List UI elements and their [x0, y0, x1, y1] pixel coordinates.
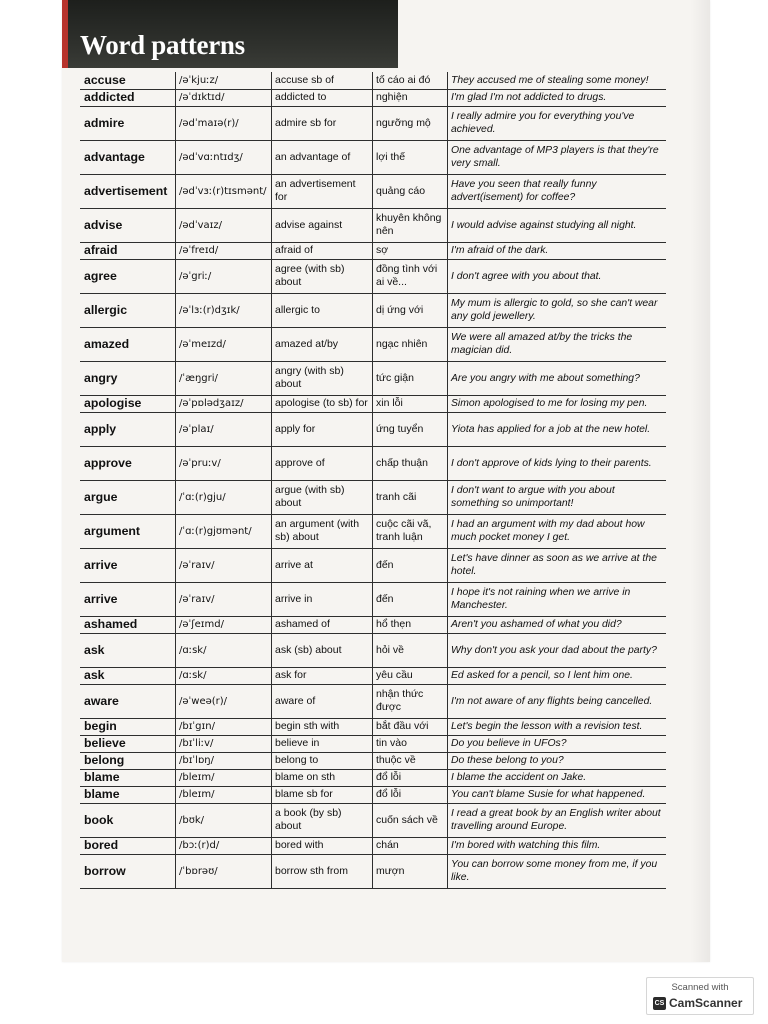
row-example: Yiota has applied for a job at the new hotel.	[448, 412, 667, 446]
row-word: borrow	[80, 854, 176, 888]
table-row	[80, 208, 666, 242]
row-pattern: angry (with sb) about	[272, 361, 373, 395]
table-row	[80, 548, 666, 582]
row-word: approve	[80, 446, 176, 480]
table-row	[80, 174, 666, 208]
row-translation: đến	[373, 548, 448, 582]
table-row	[80, 769, 666, 786]
table-row	[80, 514, 666, 548]
row-ipa: /bɔː(r)d/	[176, 837, 272, 854]
row-word: advertisement	[80, 174, 176, 208]
row-pattern: an advertisement for	[272, 174, 373, 208]
row-word: advantage	[80, 140, 176, 174]
row-translation: đến	[373, 582, 448, 616]
table-row	[80, 293, 666, 327]
row-translation: thuộc về	[373, 752, 448, 769]
row-translation: cuộc cãi vã, tranh luận	[373, 514, 448, 548]
row-ipa: /bleɪm/	[176, 769, 272, 786]
table-row	[80, 667, 666, 684]
row-translation: nhận thức được	[373, 684, 448, 718]
row-word: advise	[80, 208, 176, 242]
row-example: Why don't you ask your dad about the party?	[448, 633, 667, 667]
row-translation: dị ứng với	[373, 293, 448, 327]
row-pattern: ask for	[272, 667, 373, 684]
row-pattern: believe in	[272, 735, 373, 752]
row-example: I'm not aware of any flights being cancelled.	[448, 684, 667, 718]
table-row	[80, 327, 666, 361]
table-row	[80, 361, 666, 395]
row-example: I'm glad I'm not addicted to drugs.	[448, 89, 667, 106]
row-ipa: /ədˈvɑːntɪdʒ/	[176, 140, 272, 174]
row-word: blame	[80, 769, 176, 786]
row-example: I blame the accident on Jake.	[448, 769, 667, 786]
row-example: I had an argument with my dad about how much pocket money I get.	[448, 514, 667, 548]
row-ipa: /əˈpɒlədʒaɪz/	[176, 395, 272, 412]
row-word: apologise	[80, 395, 176, 412]
camscanner-brand-text: CamScanner	[669, 996, 743, 1010]
row-word: aware	[80, 684, 176, 718]
row-word: afraid	[80, 242, 176, 259]
table-row	[80, 854, 666, 888]
row-example: I don't approve of kids lying to their parents.	[448, 446, 667, 480]
row-pattern: ashamed of	[272, 616, 373, 633]
row-ipa: /ədˈvɜː(r)tɪsmənt/	[176, 174, 272, 208]
row-example: Simon apologised to me for losing my pen.	[448, 395, 667, 412]
table-row	[80, 718, 666, 735]
row-pattern: an argument (with sb) about	[272, 514, 373, 548]
table-row	[80, 72, 666, 89]
row-translation: yêu cầu	[373, 667, 448, 684]
row-example: Let's begin the lesson with a revision test.	[448, 718, 667, 735]
table-row	[80, 684, 666, 718]
row-example: Have you seen that really funny advert(isement) for coffee?	[448, 174, 667, 208]
row-word: bored	[80, 837, 176, 854]
table-row	[80, 582, 666, 616]
row-example: I read a great book by an English writer about travelling around Europe.	[448, 803, 667, 837]
camscanner-logo-icon: CS	[653, 997, 666, 1010]
row-pattern: argue (with sb) about	[272, 480, 373, 514]
table-row	[80, 786, 666, 803]
row-ipa: /ˈæŋgri/	[176, 361, 272, 395]
row-example: I would advise against studying all night.	[448, 208, 667, 242]
table-row	[80, 752, 666, 769]
row-pattern: blame sb for	[272, 786, 373, 803]
row-ipa: /əˈfreɪd/	[176, 242, 272, 259]
row-example: I'm bored with watching this film.	[448, 837, 667, 854]
row-ipa: /ɑːsk/	[176, 633, 272, 667]
row-word: accuse	[80, 72, 176, 89]
row-pattern: approve of	[272, 446, 373, 480]
row-word: addicted	[80, 89, 176, 106]
row-translation: tin vào	[373, 735, 448, 752]
row-word: agree	[80, 259, 176, 293]
row-pattern: agree (with sb) about	[272, 259, 373, 293]
row-translation: quảng cáo	[373, 174, 448, 208]
row-ipa: /əˈraɪv/	[176, 582, 272, 616]
row-pattern: afraid of	[272, 242, 373, 259]
row-pattern: amazed at/by	[272, 327, 373, 361]
table-row	[80, 412, 666, 446]
row-ipa: /əˈkjuːz/	[176, 72, 272, 89]
row-pattern: ask (sb) about	[272, 633, 373, 667]
row-pattern: arrive at	[272, 548, 373, 582]
row-ipa: /ˈɑː(r)gju/	[176, 480, 272, 514]
row-translation: lợi thế	[373, 140, 448, 174]
row-pattern: addicted to	[272, 89, 373, 106]
table-row	[80, 106, 666, 140]
table-row	[80, 837, 666, 854]
row-ipa: /əˈlɜː(r)dʒɪk/	[176, 293, 272, 327]
row-example: Aren't you ashamed of what you did?	[448, 616, 667, 633]
row-example: You can borrow some money from me, if you like.	[448, 854, 667, 888]
row-pattern: belong to	[272, 752, 373, 769]
row-ipa: /bleɪm/	[176, 786, 272, 803]
row-ipa: /əˈmeɪzd/	[176, 327, 272, 361]
row-translation: đồng tình với ai về...	[373, 259, 448, 293]
row-translation: tức giận	[373, 361, 448, 395]
row-example: I really admire you for everything you've achieved.	[448, 106, 667, 140]
table-row	[80, 616, 666, 633]
row-translation: tố cáo ai đó	[373, 72, 448, 89]
row-pattern: arrive in	[272, 582, 373, 616]
row-pattern: borrow sth from	[272, 854, 373, 888]
row-pattern: a book (by sb) about	[272, 803, 373, 837]
table-body	[80, 72, 666, 888]
word-patterns-table	[80, 72, 666, 889]
table-row	[80, 242, 666, 259]
row-ipa: /ɑːsk/	[176, 667, 272, 684]
row-translation: bắt đầu với	[373, 718, 448, 735]
row-translation: ứng tuyển	[373, 412, 448, 446]
row-example: We were all amazed at/by the tricks the magician did.	[448, 327, 667, 361]
row-pattern: begin sth with	[272, 718, 373, 735]
row-word: ask	[80, 667, 176, 684]
row-example: Do these belong to you?	[448, 752, 667, 769]
table-row	[80, 395, 666, 412]
row-translation: hổ thẹn	[373, 616, 448, 633]
table-row	[80, 480, 666, 514]
row-example: I hope it's not raining when we arrive in Manchester.	[448, 582, 667, 616]
row-example: I don't want to argue with you about something so unimportant!	[448, 480, 667, 514]
row-ipa: /ədˈmaɪə(r)/	[176, 106, 272, 140]
row-ipa: /əˈdɪktɪd/	[176, 89, 272, 106]
row-ipa: /ˈbɒrəʊ/	[176, 854, 272, 888]
row-ipa: /əˈʃeɪmd/	[176, 616, 272, 633]
row-pattern: apologise (to sb) for	[272, 395, 373, 412]
row-ipa: /əˈweə(r)/	[176, 684, 272, 718]
row-translation: tranh cãi	[373, 480, 448, 514]
row-translation: chấp thuận	[373, 446, 448, 480]
row-example: They accused me of stealing some money!	[448, 72, 667, 89]
row-word: ask	[80, 633, 176, 667]
row-pattern: aware of	[272, 684, 373, 718]
page-shadow	[690, 0, 710, 962]
row-ipa: /ˈɑː(r)gjʊmənt/	[176, 514, 272, 548]
table-row	[80, 735, 666, 752]
row-translation: sợ	[373, 242, 448, 259]
row-ipa: /əˈraɪv/	[176, 548, 272, 582]
row-word: angry	[80, 361, 176, 395]
row-ipa: /əˈpruːv/	[176, 446, 272, 480]
row-word: amazed	[80, 327, 176, 361]
table-row	[80, 803, 666, 837]
row-ipa: /əˈplaɪ/	[176, 412, 272, 446]
row-translation: nghiện	[373, 89, 448, 106]
row-translation: cuốn sách về	[373, 803, 448, 837]
row-word: blame	[80, 786, 176, 803]
row-pattern: an advantage of	[272, 140, 373, 174]
row-translation: hỏi về	[373, 633, 448, 667]
row-word: argument	[80, 514, 176, 548]
row-pattern: bored with	[272, 837, 373, 854]
row-ipa: /ədˈvaɪz/	[176, 208, 272, 242]
row-pattern: advise against	[272, 208, 373, 242]
row-example: Let's have dinner as soon as we arrive at the hotel.	[448, 548, 667, 582]
row-word: ashamed	[80, 616, 176, 633]
row-example: Are you angry with me about something?	[448, 361, 667, 395]
row-pattern: allergic to	[272, 293, 373, 327]
row-word: admire	[80, 106, 176, 140]
row-translation: ngạc nhiên	[373, 327, 448, 361]
row-example: I'm afraid of the dark.	[448, 242, 667, 259]
row-pattern: apply for	[272, 412, 373, 446]
row-word: belong	[80, 752, 176, 769]
row-word: arrive	[80, 582, 176, 616]
row-translation: mượn	[373, 854, 448, 888]
row-translation: đổ lỗi	[373, 769, 448, 786]
row-word: allergic	[80, 293, 176, 327]
row-word: arrive	[80, 548, 176, 582]
row-example: Ed asked for a pencil, so I lent him one.	[448, 667, 667, 684]
row-word: book	[80, 803, 176, 837]
row-word: believe	[80, 735, 176, 752]
page-title: Word patterns	[80, 30, 245, 60]
row-word: argue	[80, 480, 176, 514]
row-translation: ngưỡng mộ	[373, 106, 448, 140]
row-word: begin	[80, 718, 176, 735]
table-row	[80, 259, 666, 293]
row-ipa: /bɪˈliːv/	[176, 735, 272, 752]
row-example: Do you believe in UFOs?	[448, 735, 667, 752]
row-ipa: /əˈgriː/	[176, 259, 272, 293]
row-example: I don't agree with you about that.	[448, 259, 667, 293]
row-translation: chán	[373, 837, 448, 854]
table-row	[80, 633, 666, 667]
scanned-with-text: Scanned with	[671, 982, 729, 993]
row-pattern: blame on sth	[272, 769, 373, 786]
row-example: You can't blame Susie for what happened.	[448, 786, 667, 803]
row-ipa: /bɪˈlɒŋ/	[176, 752, 272, 769]
row-ipa: /bɪˈgɪn/	[176, 718, 272, 735]
row-pattern: accuse sb of	[272, 72, 373, 89]
row-pattern: admire sb for	[272, 106, 373, 140]
row-ipa: /bʊk/	[176, 803, 272, 837]
row-example: My mum is allergic to gold, so she can't wear any gold jewellery.	[448, 293, 667, 327]
table-row	[80, 446, 666, 480]
row-translation: khuyên không nên	[373, 208, 448, 242]
row-translation: xin lỗi	[373, 395, 448, 412]
row-translation: đổ lỗi	[373, 786, 448, 803]
row-word: apply	[80, 412, 176, 446]
camscanner-watermark	[646, 977, 754, 1015]
table-row	[80, 89, 666, 106]
row-example: One advantage of MP3 players is that they're very small.	[448, 140, 667, 174]
table-row	[80, 140, 666, 174]
